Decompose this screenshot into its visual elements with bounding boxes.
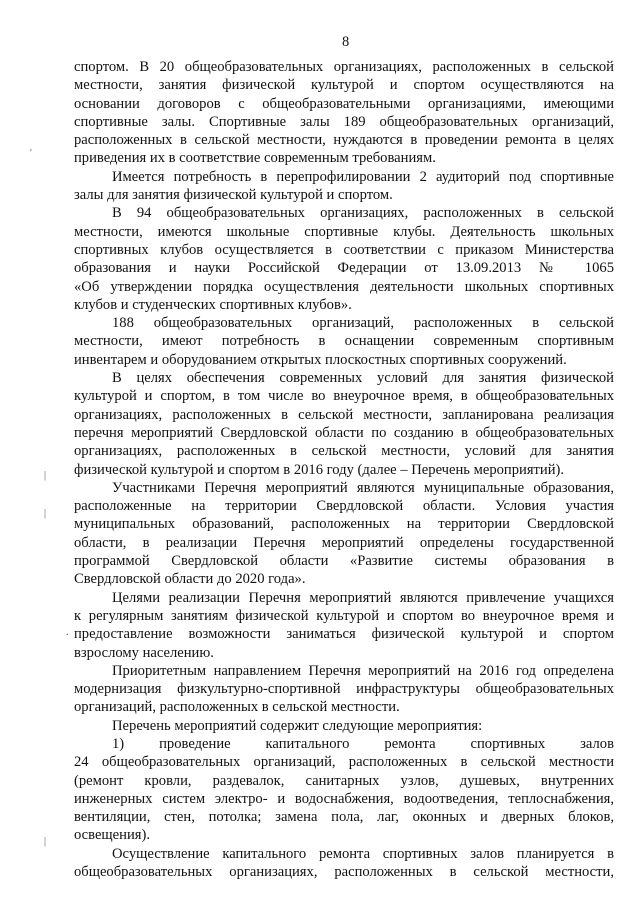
text-line: области, в реализации Перечня мероприятий определены государственной (74, 534, 614, 551)
text-line: 24 общеобразовательных организаций, расположенных в сельской местности (74, 754, 614, 771)
text-line: (ремонт кровли, раздевалок, санитарных узлов, душевых, внутренних (74, 772, 614, 789)
text-line: спортивные залы. Спортивные залы 189 общеобразовательных организаций, (74, 113, 614, 130)
text-line: В целях обеспечения современных условий для занятия физической (112, 370, 614, 387)
text-line: освещения). (74, 827, 150, 844)
scan-mark: | (44, 836, 47, 847)
text-line: муниципальных образований, расположенных на территории Свердловской (74, 516, 614, 533)
text-line: клубов и студенческих спортивных клубов». (74, 296, 352, 313)
text-line: вентиляции, стен, потолка; замена пола, лаг, оконных и дверных блоков, (74, 809, 614, 826)
text-line: Приоритетным направлением Перечня мероприятий на 2016 год определена (112, 662, 614, 679)
text-line: 1) проведение капитального ремонта спортивных залов (112, 735, 614, 752)
text-line: Осуществление капитального ремонта спортивных залов планируется в (112, 845, 614, 862)
text-line: модернизация физкультурно-спортивной инфраструктуры общеобразовательных (74, 681, 614, 698)
text-line: организациях, расположенных в сельской местности, условий для занятия (74, 443, 614, 460)
text-line: спортивных клубов осуществляется в соответствии с приказом Министерства (74, 241, 614, 258)
text-line: предоставление возможности заниматься физической культурой и спортом (74, 626, 614, 643)
text-line: Участниками Перечня мероприятий являются муниципальные образования, (112, 479, 614, 496)
text-line: спортом. В 20 общеобразовательных организациях, расположенных в сельской (74, 59, 614, 75)
text-line: Целями реализации Перечня мероприятий являются привлечение учащихся (112, 589, 614, 606)
text-line: к регулярным занятиям физической культурой и спортом во внеурочное время и (74, 607, 614, 624)
text-line: местности, имеют потребность в оснащении современным спортивным (74, 333, 614, 350)
text-line: инженерных систем электро- и водоснабжения, водоотведения, теплоснабжения, (74, 790, 614, 807)
text-line: Имеется потребность в перепрофилировании 2 аудиторий под спортивные (112, 168, 614, 185)
text-line: местности, имеются школьные спортивные клубы. Деятельность школьных (74, 223, 614, 240)
page-number: 8 (342, 34, 350, 50)
text-line: инвентарем и оборудованием открытых плоскостных спортивных сооружений. (74, 351, 567, 368)
text-line: расположенные на территории Свердловской области. Условия участия (74, 498, 614, 515)
text-line: В 94 общеобразовательных организациях, расположенных в сельской (112, 205, 614, 222)
text-line: организаций, расположенных в сельской местности. (74, 699, 400, 716)
scan-mark: | (44, 508, 47, 519)
text-line: образования и науки Российской Федерации от 13.09.2013 № 1065 (74, 260, 614, 277)
text-line: основании договоров с общеобразовательными организациями, имеющими (74, 95, 614, 112)
text-line: Свердловской области до 2020 года». (74, 571, 306, 588)
text-line: физической культурой и спортом в 2016 году (далее – Перечень мероприятий). (74, 461, 565, 478)
text-line: «Об утверждении порядка осуществления деятельности школьных спортивных (74, 278, 614, 295)
text-line: местности, занятия физической культурой и спортом осуществляются на (74, 77, 614, 94)
text-line: Перечень мероприятий содержит следующие мероприятия: (112, 717, 483, 734)
text-line: перечня мероприятий Свердловской области по созданию в общеобразовательных (74, 424, 614, 441)
text-line: 188 общеобразовательных организаций, расположенных в сельской (112, 315, 614, 332)
scan-mark: | (44, 470, 47, 481)
text-line: программой Свердловской области «Развитие системы образования в (74, 553, 614, 570)
text-line: расположенных в сельской местности, нуждаются в проведении ремонта в целях (74, 132, 614, 149)
text-line: взрослому населению. (74, 644, 214, 661)
scan-mark: . (66, 627, 69, 638)
text-line: залы для занятия физической культурой и спортом. (74, 187, 393, 204)
text-line: приведения их в соответствие современным требованиям. (74, 150, 436, 167)
text-line: культурой и спортом, в том числе во внеурочное время, в общеобразовательных (74, 388, 614, 405)
scan-mark: ' (30, 148, 32, 159)
text-line: организациях, расположенных в сельской местности, запланирована реализация (74, 406, 614, 423)
text-line: общеобразовательных организациях, расположенных в сельской местности, (74, 864, 614, 881)
body-text (74, 58, 614, 881)
